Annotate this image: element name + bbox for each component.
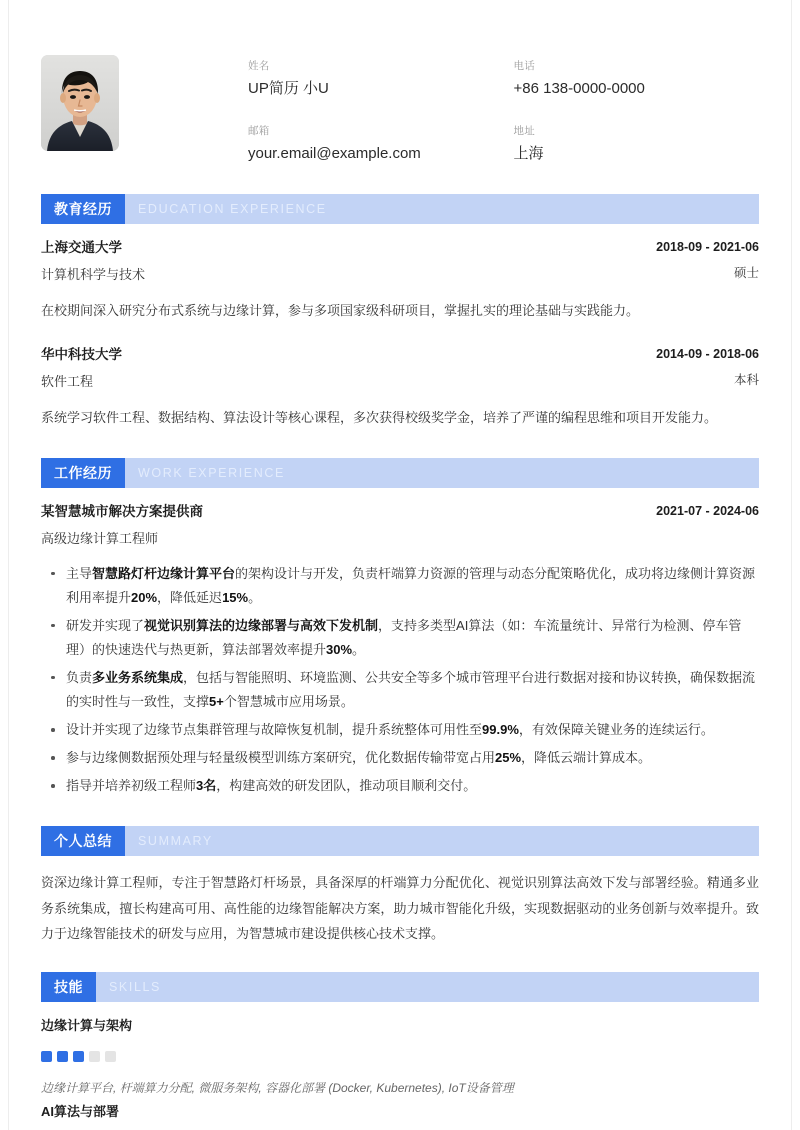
work-bullet: 参与边缘侧数据预处理与轻量级模型训练方案研究，优化数据传输带宽占用25%，降低云端计算成本。 (41, 746, 759, 770)
resume-page (8, 0, 792, 1130)
skill-level-dot (73, 1051, 84, 1062)
work-bullet-list (41, 562, 759, 798)
contact-field-name (248, 59, 494, 101)
section-header-education (41, 194, 759, 224)
entry-title: 华中科技大学 (41, 346, 122, 362)
section-title-en: SKILLS (109, 980, 161, 995)
entry-title: 上海交通大学 (41, 239, 122, 255)
section-title-cn: 个人总结 (41, 826, 125, 856)
field-label: 姓名 (248, 60, 270, 72)
field-value: 上海 (513, 144, 544, 162)
field-label: 邮箱 (248, 124, 270, 137)
entry-description: 系统学习软件工程、数据结构、算法设计等核心课程，多次获得校级奖学金，培养了严谨的编程思维和项目开发能力。 (41, 409, 718, 425)
section-skills (41, 972, 759, 1123)
section-title-cn: 技能 (41, 972, 96, 1002)
entry-subtitle: 软件工程 (41, 373, 94, 389)
field-value: +86 138-0000-0000 (513, 79, 645, 97)
contact-field-address (514, 124, 760, 166)
skill-level-dot (89, 1051, 100, 1062)
resume-header (41, 0, 759, 194)
section-header-work (41, 458, 759, 488)
entry-title: 某智慧城市解决方案提供商 (41, 503, 203, 519)
section-title-en: SUMMARY (138, 834, 213, 849)
contact-field-email (248, 124, 494, 166)
section-header-summary (41, 826, 759, 856)
field-label: 地址 (513, 124, 535, 137)
entry-subtitle: 计算机科学与技术 (41, 266, 146, 282)
work-bullet: 研发并实现了视觉识别算法的边缘部署与高效下发机制，支持多类型AI算法（如：车流量统计、异常行为检测、停车管理）的快速迭代与热更新，算法部署效率提升30%。 (41, 614, 759, 662)
field-value: UP简历 小U (248, 79, 329, 97)
skill-level-rating (41, 1051, 759, 1062)
summary-text: 资深边缘计算工程师，专注于智慧路灯杆场景，具备深厚的杆端算力分配优化、视觉识别算法高效下发与部署经验。精通多业务系统集成，擅长构建高可用、高性能的边缘智能解决方案，助力城市智能化升级，实现数据驱动的业务创新与效率提升。致力于边缘智能技术的研发与应用，为智慧城市建设提供核心技术支撑。 (41, 875, 759, 941)
education-entry (41, 345, 759, 430)
section-title-cn: 工作经历 (41, 458, 125, 488)
entry-date: 2021-07 - 2024-06 (656, 503, 759, 518)
work-entry (41, 502, 759, 798)
contact-field-phone (514, 59, 760, 101)
entry-degree: 硕士 (733, 266, 759, 281)
entry-description: 在校期间深入研究分布式系统与边缘计算，参与多项国家级科研项目，掌握扎实的理论基础与实践能力。 (41, 302, 640, 318)
section-summary (41, 826, 759, 946)
field-label: 电话 (513, 60, 535, 72)
skill-item (41, 1102, 759, 1123)
work-bullet: 负责多业务系统集成，包括与智能照明、环境监测、公共安全等多个城市管理平台进行数据对接和协议转换，确保数据流的实时性与一致性，支撑5+个智慧城市应用场景。 (41, 666, 759, 714)
avatar (41, 55, 119, 151)
skill-level-dot (41, 1051, 52, 1062)
section-title-cn: 教育经历 (41, 194, 125, 224)
section-work (41, 458, 759, 798)
education-entry (41, 238, 759, 323)
skill-level-dot (57, 1051, 68, 1062)
section-header-skills (41, 972, 759, 1002)
entry-degree: 本科 (733, 373, 759, 388)
section-title-en: EDUCATION EXPERIENCE (138, 201, 327, 216)
section-education (41, 194, 759, 430)
skill-description: 边缘计算平台, 杆端算力分配, 微服务架构, 容器化部署 (Docker, Kubernetes), IoT设备管理 (41, 1080, 514, 1095)
work-bullet: 设计并实现了边缘节点集群管理与故障恢复机制，提升系统整体可用性至99.9%，有效保障关键业务的连续运行。 (41, 718, 759, 742)
entry-date: 2014-09 - 2018-06 (656, 346, 759, 361)
entry-date: 2018-09 - 2021-06 (656, 239, 759, 254)
contact-info (248, 55, 759, 166)
skill-name: 边缘计算与架构 (41, 1018, 133, 1034)
work-bullet: 指导并培养初级工程师3名，构建高效的研发团队，推动项目顺利交付。 (41, 774, 759, 798)
skill-level-dot (105, 1051, 116, 1062)
field-value: your.email@example.com (248, 144, 421, 162)
work-bullet: 主导智慧路灯杆边缘计算平台的架构设计与开发，负责杆端算力资源的管理与动态分配策略优化，成功将边缘侧计算资源利用率提升20%，降低延迟15%。 (41, 562, 759, 610)
skill-name: AI算法与部署 (41, 1104, 120, 1120)
skill-item (41, 1016, 759, 1098)
entry-subtitle: 高级边缘计算工程师 (41, 530, 159, 546)
section-title-en: WORK EXPERIENCE (138, 465, 285, 480)
